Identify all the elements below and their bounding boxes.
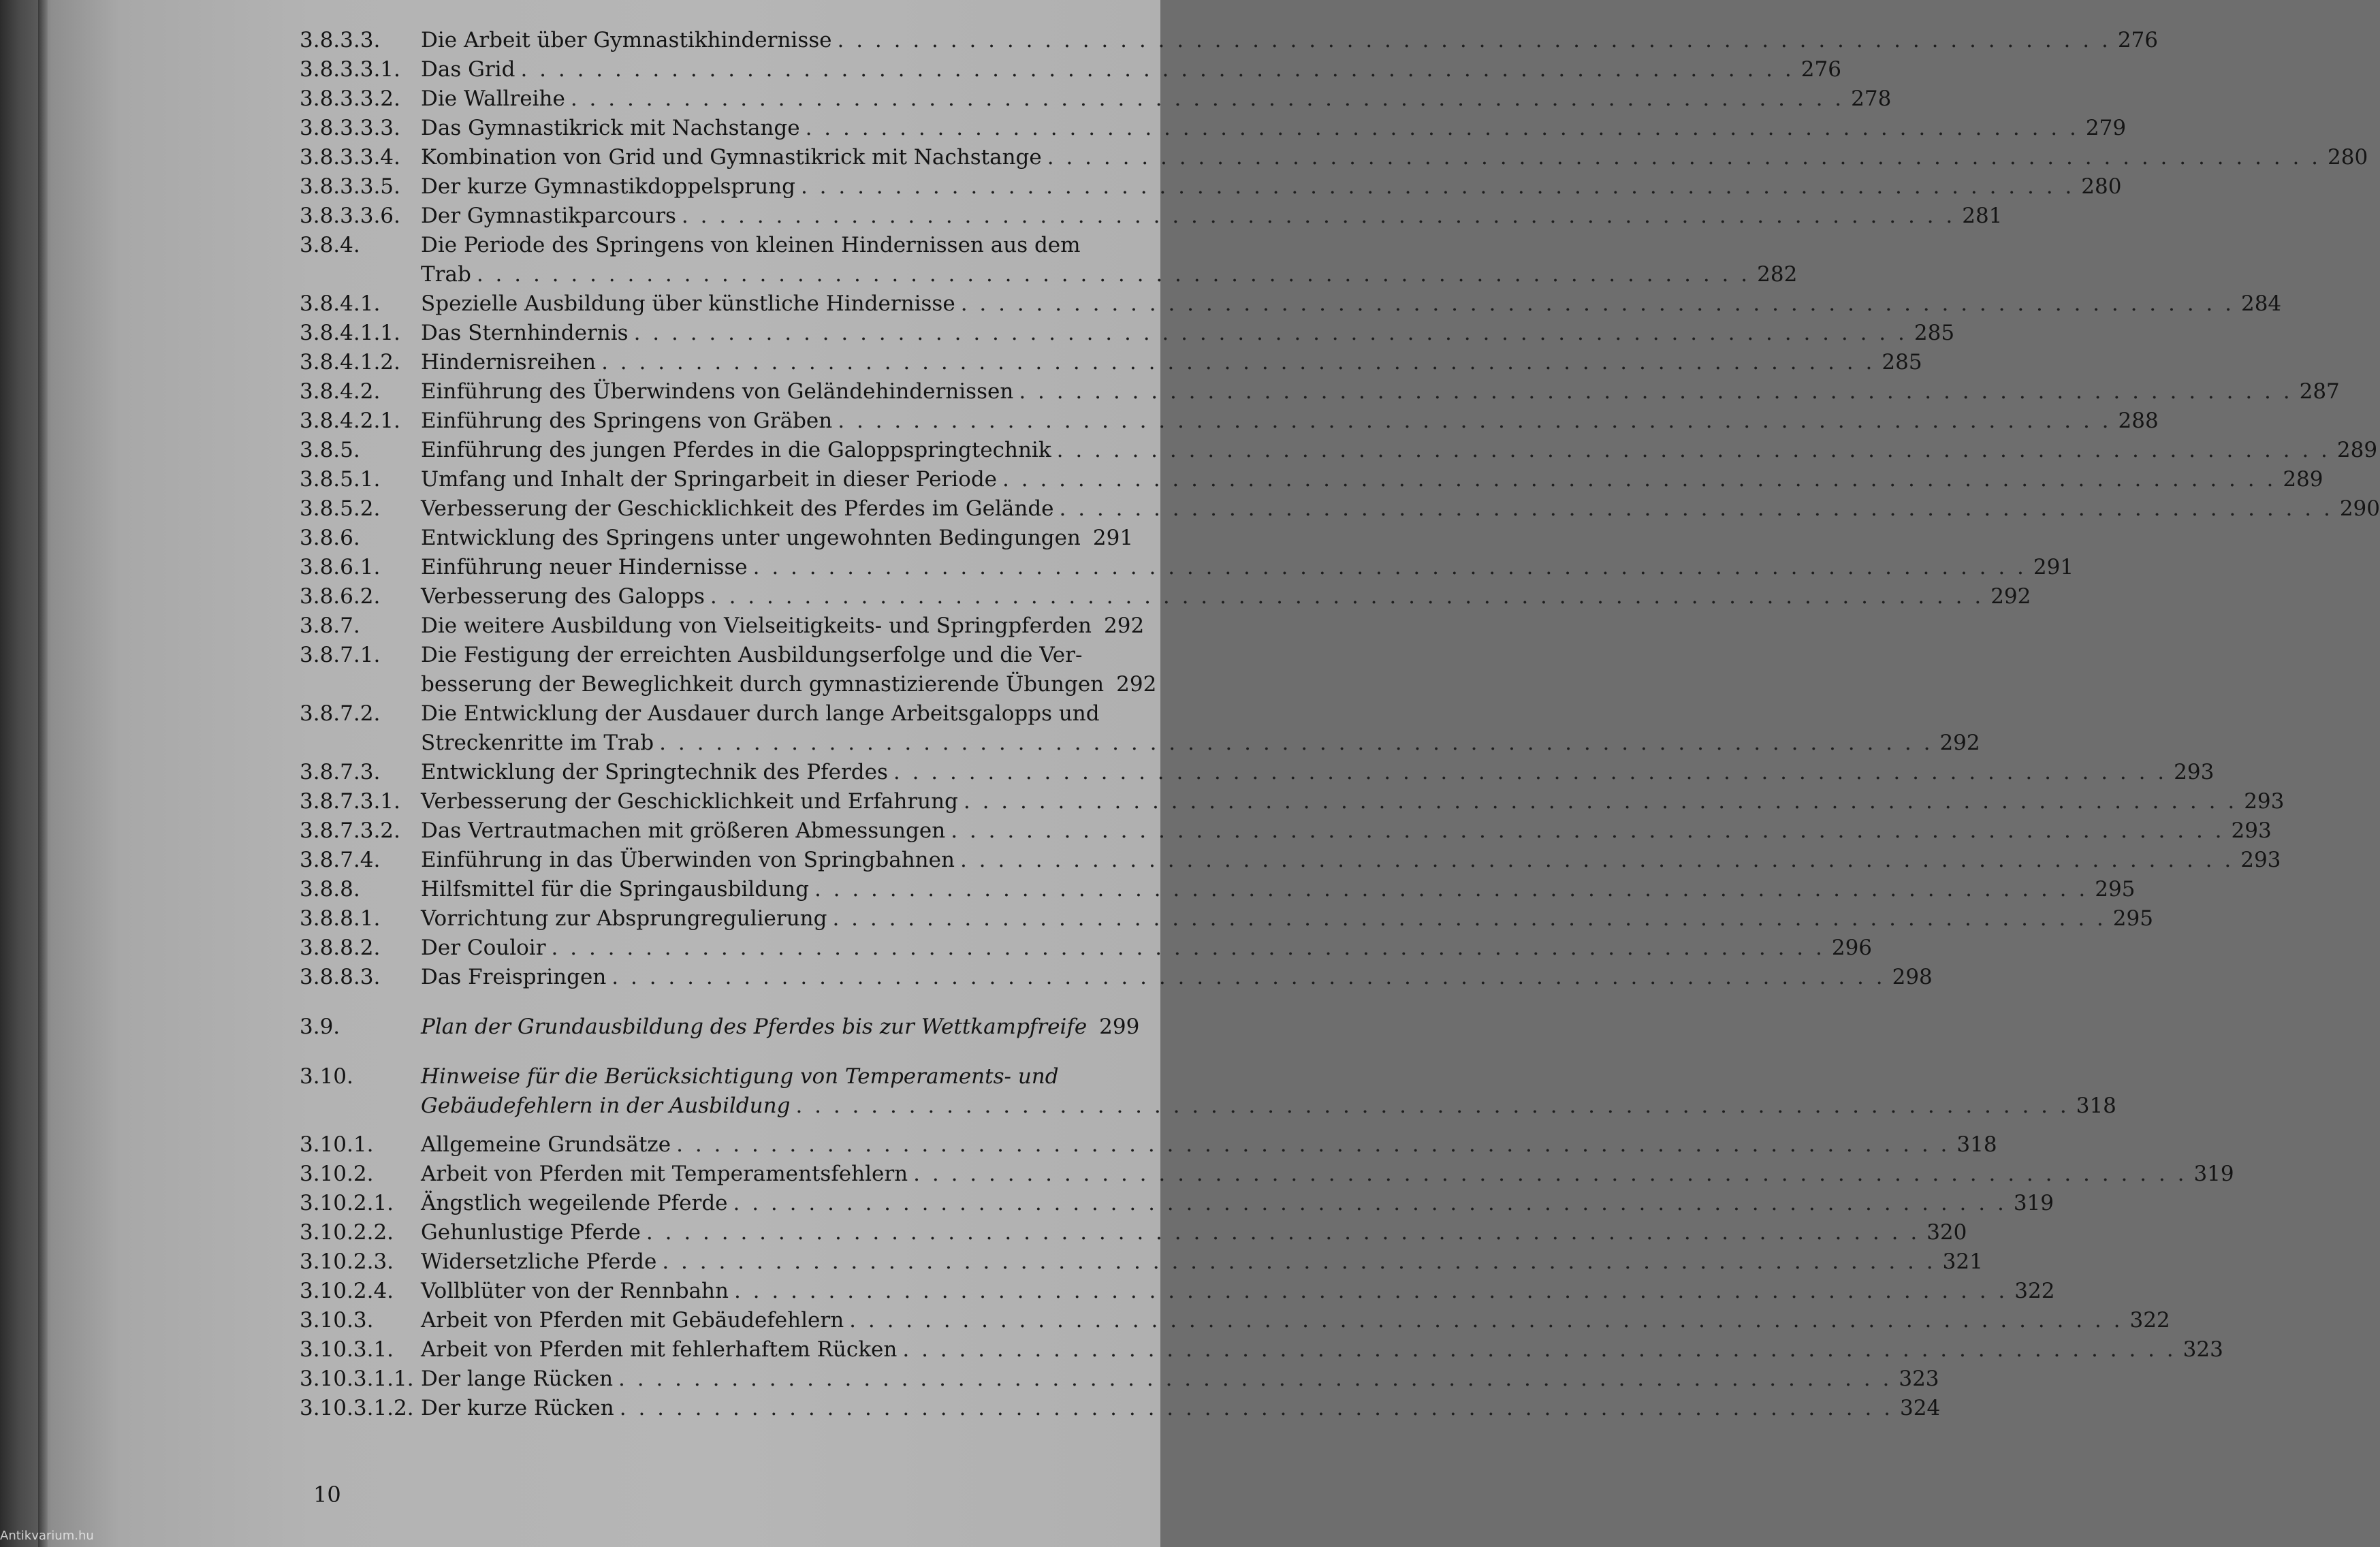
toc-entry (300, 1160, 2234, 1189)
toc-entry (300, 963, 1933, 992)
toc-entry-title: Verbesserung der Geschicklichkeit des Pferdes im Gelände (421, 496, 1054, 521)
toc-entry-page: 291 (1092, 526, 1134, 550)
toc-entry-page: 323 (1899, 1367, 1939, 1391)
toc-entry-number: 3.10.2. (300, 1162, 374, 1186)
toc-entry-number: 3.8.3.3.4. (300, 145, 400, 170)
toc-entry-title: Plan der Grundausbildung des Pferdes bis zur Wettkampfreife (421, 1015, 1088, 1039)
dot-leader: . . . . . . . . . . . . . . . . . . . . . . . . . . . . . . . . . . . . . . . . . . . . . . . . . . . . . . . . . . . . . . . . . . . . (733, 1279, 2008, 1303)
toc-entry-page: 276 (2117, 28, 2158, 52)
toc-entry-title: Hindernisreihen (421, 350, 597, 374)
toc-entry (300, 1130, 1997, 1160)
dot-leader: . . . . . . . . . . . . . . . . . . . . . . . . . . . . . . . . . . . . . . . . . . . . . . . . . . . . . . . . . . . . . . . . . . . . (913, 1162, 2187, 1186)
toc-entry-number: 3.8.6.1. (300, 555, 381, 579)
toc-entry-page: 296 (1831, 936, 1873, 960)
toc-entry-number: 3.10.2.4. (300, 1279, 394, 1303)
toc-entry-page: 292 (1939, 731, 1980, 755)
toc-entry-page: 288 (2118, 409, 2159, 433)
toc-entry-title: Einführung in das Überwinden von Springbahnen (421, 848, 955, 872)
toc-entry-title: Der kurze Gymnastikdoppelsprung (421, 174, 795, 199)
toc-entry-page: 287 (2299, 379, 2340, 404)
toc-entry-number: 3.8.4.2.1. (300, 409, 400, 433)
toc-entry (300, 787, 2285, 816)
toc-entry-number: 3.8.7.3.1. (300, 789, 400, 814)
toc-entry-title: Das Sternhindernis (421, 321, 629, 345)
toc-entry (300, 26, 2158, 55)
toc-entry-title: Widersetzliche Pferde (421, 1249, 657, 1274)
toc-entry-title: Vorrichtung zur Absprungregulierung (421, 906, 827, 931)
toc-entry-title: Das Gymnastikrick mit Nachstange (421, 116, 800, 140)
toc-entry-title: Arbeit von Pferden mit Temperamentsfehlern (421, 1162, 908, 1186)
dot-leader: . . . . . . . . . . . . . . . . . . . . . . . . . . . . . . . . . . . . . . . . . . . . . . . . . . . . . . . . . . . . . . . . . . . . (733, 1191, 2007, 1215)
toc-entry-page: 280 (2328, 145, 2368, 170)
toc-entry-title: Spezielle Ausbildung über künstliche Hindernisse (421, 291, 955, 316)
toc-entry-title: Hilfsmittel für die Springausbildung (421, 877, 809, 902)
toc-entry-page: 324 (1900, 1396, 1941, 1420)
toc-entry-number: 3.8.3.3.3. (300, 116, 400, 140)
section-gap (300, 1042, 1130, 1062)
toc-entry-310 (300, 1062, 2116, 1121)
toc-entry-title: Das Grid (421, 57, 515, 82)
toc-entry-title: Entwicklung des Springens unter ungewohnten Bedingungen (421, 526, 1081, 550)
toc-entry-number: 3.8.7. (300, 613, 360, 638)
toc-entry-title: Entwicklung der Springtechnik des Pferdes (421, 760, 888, 784)
toc-entry-page: 320 (1926, 1220, 1967, 1245)
dot-leader: . . . . . . . . . . . . . . . . . . . . . . . . . . . . . . . . . . . . . . . . . . . . . . . . . . . . . . . . . . . . . . . . . . . . (805, 116, 2079, 140)
toc-entry (300, 1277, 2055, 1306)
dot-leader: . . . . . . . . . . . . . . . . . . . . . . . . . . . . . . . . . . . . . . . . . . . . . . . . . . . . . . . . . . . . . . . . . . . . (814, 877, 2089, 902)
toc-entry (300, 406, 2159, 436)
toc-entry-number: 3.10.3.1.2. (300, 1396, 414, 1420)
toc-entry-number: 3.8.7.3.2. (300, 818, 400, 843)
toc-entry-number: 3.8.3.3.5. (300, 174, 400, 199)
toc-entry-number: 3.10.2.1. (300, 1191, 394, 1215)
toc-entry-number: 3.8.4.1.2. (300, 350, 400, 374)
toc-entry-number: 3.8.7.3. (300, 760, 381, 784)
toc-entry-page: 293 (2174, 760, 2215, 784)
toc-entry (300, 1365, 1939, 1394)
toc-entry (300, 524, 1134, 553)
toc-entry (300, 114, 2127, 143)
toc-entry (300, 84, 1892, 114)
toc-entry (300, 758, 2215, 787)
dot-leader: . . . . . . . . . . . . . . . . . . . . . . . . . . . . . . . . . . . . . . . . . . . . . . . . . . . . . . . . . . . . . . . . . . . . (795, 1094, 2069, 1118)
dot-leader: . . . . . . . . . . . . . . . . . . . . . . . . . . . . . . . . . . . . . . . . . . . . . . . . . . . . . . . . . . . . . . . . . . . . (960, 291, 2234, 316)
toc-entry-page: 295 (2112, 906, 2153, 931)
toc-entry-title: Arbeit von Pferden mit Gebäudefehlern (421, 1308, 844, 1333)
dot-leader: . . . . . . . . . . . . . . . . . . . . . . . . . . . . . . . . . . . . . . . . . . . . . . . . . . . . . . . . . . . . . . . . . . . . (646, 1220, 1920, 1245)
section-gap (300, 992, 1130, 1012)
dot-leader: . . . . . . . . . . . . . . . . . . . . . . . . . . . . . . . . . . . . . . . . . . . . . . . . . . . . . . . . . . . . . . . . . . . . (618, 1367, 1892, 1391)
toc-entry (300, 904, 2153, 934)
dot-leader: . . . . . . . . . . . . . . . . . . . . . . . . . . . . . . . . . . . . . . . . . . . . . . . . . . . . . . . . . . . . . . . . . . . . (1002, 467, 2276, 492)
toc-entry-title: Gehunlustige Pferde (421, 1220, 641, 1245)
toc-entry (300, 816, 2272, 846)
toc-group-3833 (300, 26, 2368, 231)
dot-leader: . . . . . . . . . . . . . . . . . . . . . . . . . . . . . . . . . . . . . . . . . . . . . . . . . . . . . . . . . . . . . . . . . . . . (601, 350, 1875, 374)
toc-entry-page: 321 (1942, 1249, 1983, 1274)
toc-entry-page: 293 (2231, 818, 2272, 843)
toc-entry-page: 276 (1800, 57, 1841, 82)
toc-group-310x (300, 1130, 2234, 1423)
toc-entry-page: 298 (1892, 965, 1933, 989)
toc-entry-number: 3.10.3.1.1. (300, 1367, 414, 1391)
toc-entry-title: Der kurze Rücken (421, 1396, 614, 1420)
toc-entry-number: 3.8.4.1.1. (300, 321, 400, 345)
dot-leader: . . . . . . . . . . . . . . . . . . . . . . . . . . . . . . . . . . . . . . . . . . . . . . . . . . . . . . . . . . . . . . . . . . . . (800, 174, 2075, 199)
dot-leader: . . . . . . . . . . . . . . . . . . . . . . . . . . . . . . . . . . . . . . . . . . . . . . . . . . . . . . . . . . . . . . . . . . . . (1047, 145, 2321, 170)
dot-leader: . . . . . . . . . . . . . . . . . . . . . . . . . . . . . . . . . . . . . . . . . . . . . . . . . . . . . . . . . . . . . . . . . . . . (837, 28, 2111, 52)
toc-entry-number: 3.10.3.1. (300, 1337, 394, 1362)
toc-entry (300, 582, 2031, 611)
toc-entry-number: 3.10.2.3. (300, 1249, 394, 1274)
toc-entry (300, 553, 2074, 582)
dot-leader: . . . . . . . . . . . . . . . . . . . . . . . . . . . . . . . . . . . . . . . . . . . . . . . . . . . . . . . . . . . . . . . . . . . . (520, 57, 1794, 82)
page-number: 10 (313, 1482, 341, 1508)
toc-entry-page: 292 (1990, 584, 2031, 609)
toc-entry-page: 319 (2193, 1162, 2234, 1186)
toc-entry-title: Einführung des jungen Pferdes in die Galoppspringtechnik (421, 438, 1051, 462)
dot-leader: . . . . . . . . . . . . . . . . . . . . . . . . . . . . . . . . . . . . . . . . . . . . . . . . . . . . . . . . . . . . . . . . . . . . (1056, 438, 2330, 462)
dot-leader: . . . . . . . . . . . . . . . . . . . . . . . . . . . . . . . . . . . . . . . . . . . . . . . . . . . . . . . . . . . . . . . . . . . . (659, 731, 1933, 755)
toc-entry-page: 279 (2085, 116, 2127, 140)
toc-entry (300, 875, 2136, 904)
toc-entry (300, 846, 2281, 875)
toc-entry (300, 1247, 1983, 1277)
dot-leader: . . . . . . . . . . . . . . . . . . . . . . . . . . . . . . . . . . . . . . . . . . . . . . . . . . . . . . . . . . . . . . . . . . . . (832, 906, 2106, 931)
dot-leader: . . . . . . . . . . . . . . . . . . . . . . . . . . . . . . . . . . . . . . . . . . . . . . . . . . . . . . . . . . . . . . . . . . . . (959, 848, 2234, 872)
toc-entry (300, 377, 2340, 406)
toc-entry-page: 293 (2240, 848, 2281, 872)
toc-entry-title: Das Vertrautmachen mit größeren Abmessungen (421, 818, 946, 843)
toc-entry-page: 293 (2244, 789, 2285, 814)
toc-entry-page: 318 (1956, 1132, 1997, 1157)
toc-entry-title: Arbeit von Pferden mit fehlerhaftem Rücken (421, 1337, 898, 1362)
toc-entry-number: 3.8.5.1. (300, 467, 381, 492)
toc-entry (300, 934, 1873, 963)
toc-entry (300, 319, 1955, 348)
toc-entry-3872 (300, 699, 1980, 758)
dot-leader: . . . . . . . . . . . . . . . . . . . . . . . . . . . . . . . . . . . . . . . . . . . . . . . . . . . . . . . . . . . . . . . . . . . . (893, 760, 2168, 784)
toc-entry (300, 202, 2003, 231)
toc-entry (300, 289, 2282, 319)
dot-leader: . . . . . . . . . . . . . . . . . . . . . . . . . . . . . . . . . . . . . . . . . . . . . . . . . . . . . . . . . . . . . . . . . . . . (619, 1396, 1894, 1420)
toc-entry (300, 1394, 1941, 1423)
toc-entry-title: Kombination von Grid und Gymnastikrick mit Nachstange (421, 145, 1042, 170)
toc-entry-title: Allgemeine Grundsätze (421, 1132, 671, 1157)
toc-entry (300, 55, 1841, 84)
toc-entry-number: 3.10.2.2. (300, 1220, 394, 1245)
toc-entry-page: 323 (2183, 1337, 2223, 1362)
toc-entry (300, 172, 2122, 202)
dot-leader: . . . . . . . . . . . . . . . . . . . . . . . . . . . . . . . . . . . . . . . . . . . . . . . . . . . . . . . . . . . . . . . . . . . . (612, 965, 1886, 989)
toc-entry-title: Ängstlich wegeilende Pferde (421, 1191, 728, 1215)
toc-entry-number: 3.8.6.2. (300, 584, 381, 609)
toc-entry-title-line1: Hinweise für die Berücksichtigung von Temperaments- und (421, 1064, 1059, 1089)
dot-leader: . . . . . . . . . . . . . . . . . . . . . . . . . . . . . . . . . . . . . . . . . . . . . . . . . . . . . . . . . . . . . . . . . . . . (752, 555, 2027, 579)
toc-entry-page: 318 (2076, 1094, 2116, 1118)
toc-entry-page: 284 (2240, 291, 2282, 316)
toc-entry-title-line2: Trab (421, 262, 471, 287)
toc-entry-number: 3.8.4.2. (300, 379, 381, 404)
toc-entry-page: 319 (2013, 1191, 2054, 1215)
toc-entry (300, 1189, 2054, 1218)
toc-entry-title: Umfang und Inhalt der Springarbeit in dieser Periode (421, 467, 998, 492)
toc-entry-title-line1: Die Entwicklung der Ausdauer durch lange Arbeitsgalopps und (421, 701, 1100, 726)
toc-entry-page: 289 (2336, 438, 2378, 462)
toc-entry-title: Einführung neuer Hindernisse (421, 555, 748, 579)
toc-entry-number: 3.8.7.4. (300, 848, 381, 872)
page-gutter (38, 0, 48, 1547)
toc-entry (300, 436, 2378, 465)
toc-entry-number: 3.10.3. (300, 1308, 374, 1333)
toc-entry-3871 (300, 641, 1157, 699)
toc-entry-number: 3.8.3.3. (300, 28, 381, 52)
dot-leader: . . . . . . . . . . . . . . . . . . . . . . . . . . . . . . . . . . . . . . . . . . . . . . . . . . . . . . . . . . . . . . . . . . . . (902, 1337, 2176, 1362)
toc-entry-number: 3.8.7.2. (300, 701, 381, 726)
dot-leader: . . . . . . . . . . . . . . . . . . . . . . . . . . . . . . . . . . . . . . . . . . . . . . . . . . . . . . . . . . . . . . . . . . . . (633, 321, 1907, 345)
toc-entry-title: Die weitere Ausbildung von Vielseitigkeits- und Springpferden (421, 613, 1092, 638)
toc-entry-number: 3.8.6. (300, 526, 360, 550)
toc-entry-page: 285 (1882, 350, 1922, 374)
toc-entry-number: 3.8.5.2. (300, 496, 381, 521)
dot-leader: . . . . . . . . . . . . . . . . . . . . . . . . . . . . . . . . . . . . . . . . . . . . . . . . . . . . . . . . . . . . . . . . . . . . (476, 262, 1751, 287)
toc-entry-page: 278 (1851, 86, 1892, 111)
toc-entry (300, 494, 2380, 524)
section-gap (300, 1121, 1130, 1130)
toc-entry-number: 3.8.8.2. (300, 936, 381, 960)
toc-entry-page: 290 (2339, 496, 2380, 521)
toc-entry-number: 3.8.3.3.6. (300, 204, 400, 228)
dot-leader: . . . . . . . . . . . . . . . . . . . . . . . . . . . . . . . . . . . . . . . . . . . . . . . . . . . . . . . . . . . . . . . . . . . . (1059, 496, 2333, 521)
toc-entry-page: 322 (2014, 1279, 2055, 1303)
toc-entry-title-line2: Streckenritte im Trab (421, 731, 654, 755)
toc-group-3873-3883 (300, 758, 2285, 992)
toc-entry-title: Vollblüter von der Rennbahn (421, 1279, 729, 1303)
toc-entry-number: 3.8.3.3.2. (300, 86, 400, 111)
watermark: Antikvarium.hu (0, 1529, 94, 1543)
dot-leader: . . . . . . . . . . . . . . . . . . . . . . . . . . . . . . . . . . . . . . . . . . . . . . . . . . . . . . . . . . . . . . . . . . . . (951, 818, 2225, 843)
toc-entry (300, 611, 1145, 641)
dot-leader: . . . . . . . . . . . . . . . . . . . . . . . . . . . . . . . . . . . . . . . . . . . . . . . . . . . . . . . . . . . . . . . . . . . . (662, 1249, 1936, 1274)
toc-entry (300, 1218, 1967, 1247)
toc-entry-384 (300, 231, 1798, 289)
dot-leader: . . . . . . . . . . . . . . . . . . . . . . . . . . . . . . . . . . . . . . . . . . . . . . . . . . . . . . . . . . . . . . . . . . . . (551, 936, 1825, 960)
dot-leader: . . . . . . . . . . . . . . . . . . . . . . . . . . . . . . . . . . . . . . . . . . . . . . . . . . . . . . . . . . . . . . . . . . . . (676, 1132, 1950, 1157)
toc-entry-number: 3.8.7.1. (300, 643, 381, 667)
toc-entry-page: 295 (2095, 877, 2136, 902)
dot-leader: . . . . . . . . . . . . . . . . . . . . . . . . . . . . . . . . . . . . . . . . . . . . . . . . . . . . . . . . . . . . . . . . . . . . (681, 204, 1956, 228)
dot-leader: . . . . . . . . . . . . . . . . . . . . . . . . . . . . . . . . . . . . . . . . . . . . . . . . . . . . . . . . . . . . . . . . . . . . (963, 789, 2238, 814)
toc-entry-page: 322 (2129, 1308, 2170, 1333)
toc-entry (300, 1335, 2223, 1365)
toc-entry-number: 3.8.8. (300, 877, 360, 902)
toc-entry-page: 280 (2081, 174, 2122, 199)
toc-entry-page: 292 (1104, 613, 1145, 638)
toc-entry-page: 289 (2283, 467, 2323, 492)
toc-entry-title-line1: Die Festigung der erreichten Ausbildungserfolge und die Ver- (421, 643, 1083, 667)
toc-entry-title: Die Arbeit über Gymnastikhindernisse (421, 28, 832, 52)
toc-entry-title: Das Freispringen (421, 965, 607, 989)
toc-entry-title: Der Gymnastikparcours (421, 204, 676, 228)
toc-entry (300, 1306, 2170, 1335)
dot-leader: . . . . . . . . . . . . . . . . . . . . . . . . . . . . . . . . . . . . . . . . . . . . . . . . . . . . . . . . . . . . . . . . . . . . (838, 409, 2112, 433)
toc-entry-title-line1: Die Periode des Springens von kleinen Hindernissen aus dem (421, 233, 1081, 257)
toc-entry-number: 3.8.5. (300, 438, 360, 462)
toc-entry (300, 143, 2368, 172)
left-page-shadow (0, 0, 38, 1547)
toc-entry-page: 281 (1962, 204, 2003, 228)
dot-leader: . . . . . . . . . . . . . . . . . . . . . . . . . . . . . . . . . . . . . . . . . . . . . . . . . . . . . . . . . . . . . . . . . . . . (570, 86, 1845, 111)
toc-entry-number: 3.8.4. (300, 233, 360, 257)
dot-leader: . . . . . . . . . . . . . . . . . . . . . . . . . . . . . . . . . . . . . . . . . . . . . . . . . . . . . . . . . . . . . . . . . . . . (1019, 379, 2293, 404)
toc-entry-title: Verbesserung der Geschicklichkeit und Erfahrung (421, 789, 958, 814)
toc-entry-title: Der Couloir (421, 936, 546, 960)
toc-entry-title: Einführung des Springens von Gräben (421, 409, 833, 433)
toc-group-384-387 (300, 289, 2380, 641)
toc-entry-number: 3.10.1. (300, 1132, 374, 1157)
toc-entry-number: 3.8.3.3.1. (300, 57, 400, 82)
toc-entry-number: 3.10. (300, 1064, 353, 1089)
toc-entry-number: 3.9. (300, 1015, 340, 1039)
toc-entry-title: Einführung des Überwindens von Geländehindernissen (421, 379, 1014, 404)
toc-entry (300, 465, 2323, 494)
dot-leader: . . . . . . . . . . . . . . . . . . . . . . . . . . . . . . . . . . . . . . . . . . . . . . . . . . . . . . . . . . . . . . . . . . . . (849, 1308, 2123, 1333)
toc-entry (300, 348, 1922, 377)
toc-entry-page: 299 (1099, 1015, 1140, 1039)
toc-entry-page: 291 (2033, 555, 2074, 579)
toc-entry-title: Verbesserung des Galopps (421, 584, 705, 609)
toc-entry-number: 3.8.4.1. (300, 291, 381, 316)
dot-leader: . . . . . . . . . . . . . . . . . . . . . . . . . . . . . . . . . . . . . . . . . . . . . . . . . . . . . . . . . . . . . . . . . . . . (710, 584, 1984, 609)
toc-entry-title-line2: Gebäudefehlern in der Ausbildung (421, 1094, 791, 1118)
toc-entry-title: Die Wallreihe (421, 86, 565, 111)
toc-entry-number: 3.8.8.1. (300, 906, 381, 931)
toc-entry-page: 292 (1116, 672, 1157, 697)
toc-entry-39 (300, 1012, 1140, 1042)
toc-entry-title-line2: besserung der Beweglichkeit durch gymnastizierende Übungen (421, 672, 1105, 697)
toc-entry-title: Der lange Rücken (421, 1367, 614, 1391)
toc-entry-number: 3.8.8.3. (300, 965, 381, 989)
toc-entry-page: 285 (1914, 321, 1955, 345)
table-of-contents (300, 26, 2380, 1423)
toc-entry-page: 282 (1757, 262, 1798, 287)
